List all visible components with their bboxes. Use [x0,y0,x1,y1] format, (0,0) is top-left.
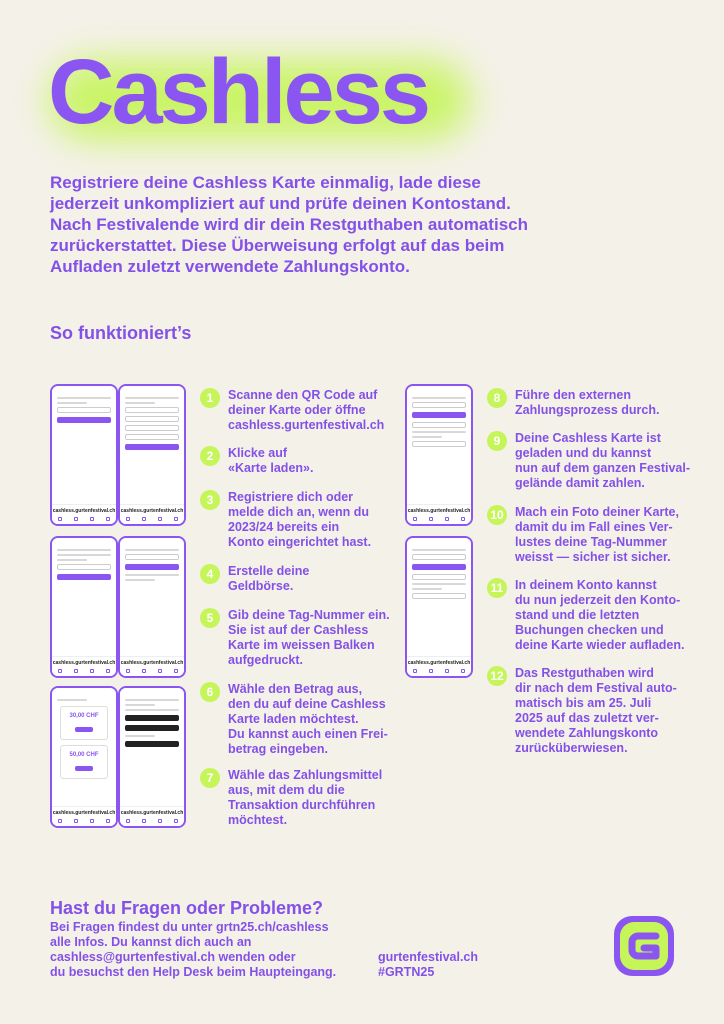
step-text: Mach ein Foto deiner Karte, damit du im Fall eines Ver- lustes deine Tag-Nummer weisst — sicher ist sicher. [515,505,679,564]
intro-text: Registriere deine Cashless Karte einmalig, lade diese jederzeit unkompliziert auf und prüfe deinen Kontostand. Nach Festivalende wird dir dein Restguthaben automatisch zurückerstattet. Diese Überweisung erfolgt auf das beim Aufladen zuletzt verwendete Zahlungskonto. [50,173,528,276]
step-text: Wähle den Betrag aus, den du auf deine Cashless Karte laden möchtest. Du kannst auch einen Frei- betrag eingeben. [228,682,388,756]
step-2 [200,446,313,476]
step-text: In deinem Konto kannst du nun jederzeit den Konto- stand und die letzten Buchungen checken und deine Karte wieder aufladen. [515,578,685,652]
footer-links [378,950,478,980]
step-5 [200,608,390,668]
phone-screenshot-8 [405,536,473,678]
phone-screenshot-2 [118,384,186,526]
step-number: 1 [200,388,220,408]
page-title: Cashless [48,41,429,143]
step-3 [200,490,371,550]
phone-domain: cashless.gurtenfestival.ch [120,810,184,816]
step-number: 4 [200,564,220,584]
step-11 [487,578,685,653]
step-number: 10 [487,505,507,525]
step-number: 6 [200,682,220,702]
step-text: Deine Cashless Karte ist geladen und du kannst nun auf dem ganzen Festival- gelände damit zahlen. [515,431,691,490]
step-4 [200,564,309,594]
site-link[interactable]: gurtenfestival.ch [378,950,479,964]
phone-domain: cashless.gurtenfestival.ch [407,660,471,666]
step-number: 12 [487,666,507,686]
step-12 [487,666,677,756]
phone-screenshot-4 [118,536,186,678]
step-text: Das Restguthaben wird dir nach dem Festival auto- matisch bis am 25. Juli 2025 auf das zuletzt ver- wendete Zahlungskonto zurücküberwiesen. [515,666,677,755]
step-text: Erstelle deine Geldbörse. [228,564,310,593]
step-number: 7 [200,768,220,788]
step-number: 9 [487,431,507,451]
step-8 [487,388,659,418]
step-number: 3 [200,490,220,510]
step-text: Wähle das Zahlungsmittel aus, mit dem du die Transaktion durchführen möchtest. [228,768,383,827]
step-1 [200,388,384,433]
phone-screenshot-3 [50,536,118,678]
step-text: Scanne den QR Code auf deiner Karte oder öffne cashless.gurtenfestival.ch [228,388,385,432]
step-number: 2 [200,446,220,466]
step-number: 8 [487,388,507,408]
phone-screenshot-7 [405,384,473,526]
phone-screenshot-1 [50,384,118,526]
phone-domain: cashless.gurtenfestival.ch [407,508,471,514]
amount-option: 30,00 CHF [60,706,108,740]
step-text: Führe den externen Zahlungsprozess durch. [515,388,660,417]
phone-domain: cashless.gurtenfestival.ch [120,660,184,666]
step-9 [487,431,690,491]
step-number: 5 [200,608,220,628]
title-block [40,40,480,150]
gurten-logo-icon [612,914,676,978]
phone-screenshot-5 [50,686,118,828]
phone-screenshot-6 [118,686,186,828]
phone-domain: cashless.gurtenfestival.ch [52,810,116,816]
phone-domain: cashless.gurtenfestival.ch [52,660,116,666]
phone-domain: cashless.gurtenfestival.ch [120,508,184,514]
step-text: Registriere dich oder melde dich an, wenn du 2023/24 bereits ein Konto eingerichtet hast. [228,490,372,549]
faq-text: Bei Fragen findest du unter grtn25.ch/cashless alle Infos. Du kannst dich auch an cashless@gurtenfestival.ch wenden oder du besuchst den Help Desk beim Haupteingang. [50,920,337,979]
step-text: Gib deine Tag-Nummer ein. Sie ist auf der Cashless Karte im weissen Balken aufgedruckt. [228,608,390,667]
step-text: Klicke auf «Karte laden». [228,446,314,475]
step-10 [487,505,679,565]
faq-title: Hast du Fragen oder Probleme? [50,898,324,918]
section-title: So funktioniert’s [50,323,192,343]
hashtag: #GRTN25 [378,965,435,979]
step-number: 11 [487,578,507,598]
phone-domain: cashless.gurtenfestival.ch [52,508,116,514]
amount-option: 50,00 CHF [60,745,108,779]
step-7 [200,768,382,828]
step-6 [200,682,388,757]
